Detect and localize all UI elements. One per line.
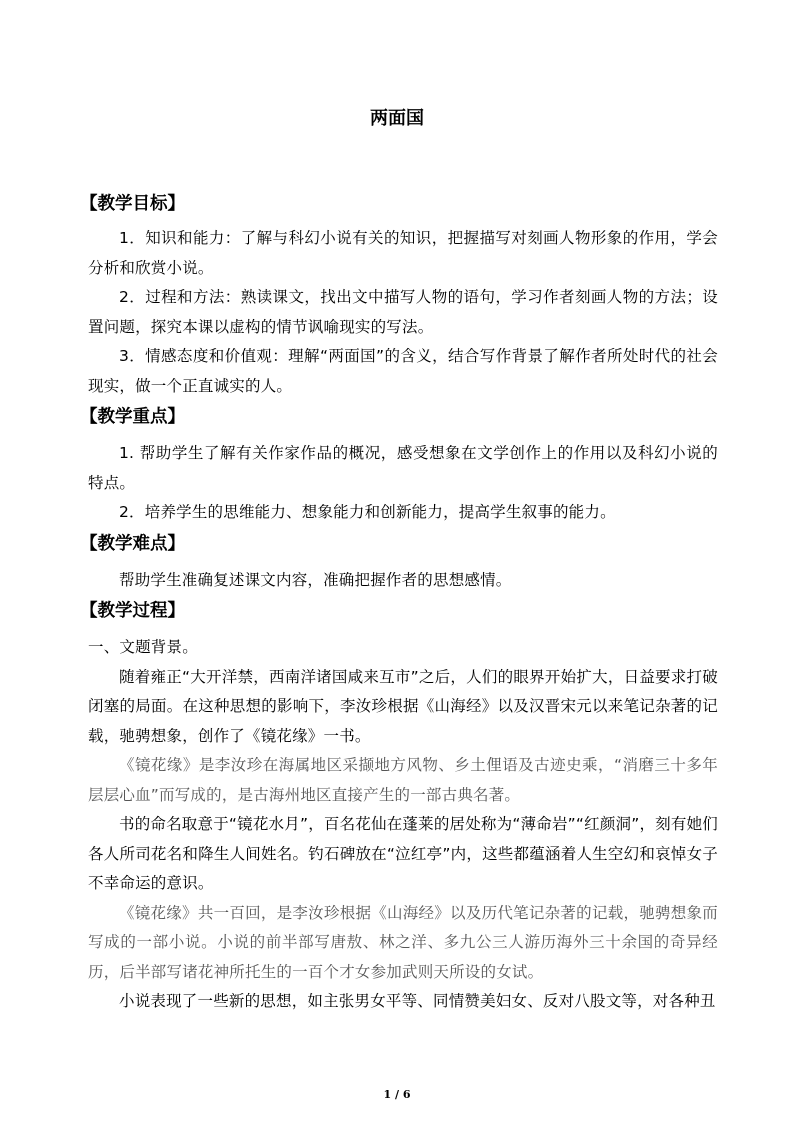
key-point-paragraph-2: 2．培养学生的思维能力、想象能力和创新能力，提高学生叙事的能力。 <box>119 503 616 521</box>
goal-paragraph-1: 1．知识和能力：了解与科幻小说有关的知识，把握描写对刻画人物形象的作用，学会分析和欣赏小说。 <box>88 229 718 277</box>
process-paragraph-4: 《镜花缘》共一百回，是李汝珍根据《山海经》以及历代笔记杂著的记载，驰骋想象而写成的一部小说。小说的前半部写唐敖、林之洋、多九公三人游历海外三十余国的奇异经历，后半部写诸花神所托生的一百个才女参加武则天所设的女试。 <box>88 903 718 981</box>
difficulty-paragraph-1: 帮助学生准确复述课文内容，准确把握作者的思想感情。 <box>119 570 512 589</box>
goal-paragraph-3: 3．情感态度和价值观：理解“两面国”的含义，结合写作背景了解作者所处时代的社会现实，做一个正直诚实的人。 <box>88 347 718 395</box>
page-number: 1 / 6 <box>383 1088 411 1101</box>
process-paragraph-2: 《镜花缘》是李汝珍在海属地区采撷地方风物、乡土俚语及古迹史乘，“消磨三十多年层层心血”而写成的，是古海州地区直接产生的一部古典名著。 <box>88 756 718 804</box>
page-title: 两面国 <box>370 108 424 129</box>
section-heading-process: 【教学过程】 <box>80 601 185 621</box>
process-subheading-1: 一、文题背景。 <box>88 638 198 656</box>
key-point-paragraph-1: 1. 帮助学生了解有关作家作品的概况，感受想象在文学创作上的作用以及科幻小说的特点。 <box>88 444 718 492</box>
process-paragraph-1: 随着雍正“大开洋禁，西南洋诸国咸来互市”之后，人们的眼界开始扩大，日益要求打破闭塞的局面。在这种思想的影响下，李汝珍根据《山海经》以及汉晋宋元以来笔记杂著的记载，驰骋想象，创作了《镜花缘》一书。 <box>88 667 718 745</box>
process-paragraph-5: 小说表现了一些新的思想，如主张男女平等、同情赞美妇女、反对八股文等，对各种丑 <box>119 992 716 1010</box>
document-body <box>80 188 718 1017</box>
process-paragraph-3: 书的命名取意于“镜花水月”，百名花仙在蓬莱的居处称为“薄命岩”“红颜洞”，刻有她们各人所司花名和降生人间姓名。钓石碑放在“泣红亭”内，这些都蕴涵着人生空幻和哀悼女子不幸命运的意识。 <box>88 815 718 892</box>
section-heading-goals: 【教学目标】 <box>80 194 185 214</box>
section-heading-difficulties: 【教学难点】 <box>80 533 185 554</box>
section-heading-key-points: 【教学重点】 <box>80 407 185 427</box>
goal-paragraph-2: 2．过程和方法：熟读课文，找出文中描写人物的语句，学习作者刻画人物的方法；设置问题，探究本课以虚构的情节讽喻现实的写法。 <box>88 288 718 336</box>
